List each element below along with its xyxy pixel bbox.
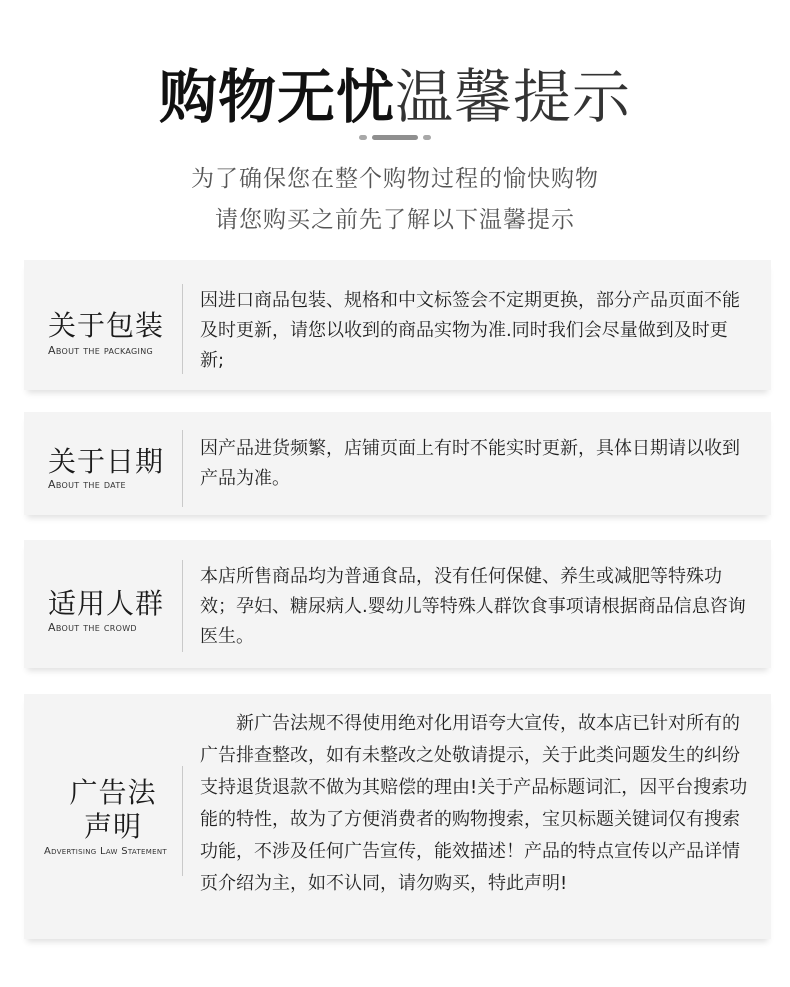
card-divider [182, 560, 183, 652]
card-body: 因产品进货频繁，店铺页面上有时不能实时更新，具体日期请以收到产品为准。 [200, 438, 740, 489]
card-body: 新广告法规不得使用绝对化用语夸大宣传，故本店已针对所有的广告排查整改，如有未整改之处敬请提示，关于此类问题发生的纠纷支持退货退款不做为其赔偿的理由!关于产品标题词汇，因平台搜索功能的特性，故为了方便消费者的购物搜索，宝贝标题关键词仅有搜索功能，不涉及任何广告宣传，能效描述！产品的特点宣传以产品详情页介绍为主，如不认同，请勿购买，特此声明! [200, 713, 748, 894]
card-subtitle: About the date [48, 478, 126, 491]
card-body: 因进口商品包装、规格和中文标签会不定期更换，部分产品页面不能及时更新，请您以收到的商品实物为准.同时我们会尽量做到及时更新; [200, 290, 740, 371]
notice-card-crowd [24, 540, 771, 668]
card-title: 适用人群 [48, 587, 165, 620]
page-title-light: 温馨提示 [395, 63, 632, 131]
notice-card-advertising-law [24, 694, 771, 939]
subtitle-line-2: 请您购买之前先了解以下温馨提示 [215, 207, 575, 233]
card-title: 关于日期 [48, 445, 165, 478]
card-title: 广告法声明 [69, 776, 157, 843]
card-divider [182, 284, 183, 374]
divider-bar-center [372, 135, 418, 140]
header [0, 0, 790, 250]
page-title [0, 62, 790, 132]
card-subtitle: About the crowd [48, 621, 137, 634]
card-subtitle: About the packaging [48, 344, 153, 357]
notice-card-date [24, 412, 771, 515]
notice-card-packaging [24, 260, 771, 390]
divider-dot-right [423, 135, 431, 140]
subtitle-line-1: 为了确保您在整个购物过程的愉快购物 [191, 166, 599, 192]
card-body: 本店所售商品均为普通食品，没有任何保健、养生或减肥等特殊功效；孕妇、糖尿病人.婴幼儿等特殊人群饮食事项请根据商品信息咨询医生。 [200, 566, 746, 647]
page-title-bold: 购物无忧 [158, 63, 395, 131]
card-divider [182, 430, 183, 507]
card-subtitle: Advertising Law Statement [44, 846, 167, 857]
divider-dot-left [359, 135, 367, 140]
card-divider [182, 766, 183, 876]
card-title: 关于包装 [48, 309, 165, 342]
title-divider [359, 135, 431, 141]
